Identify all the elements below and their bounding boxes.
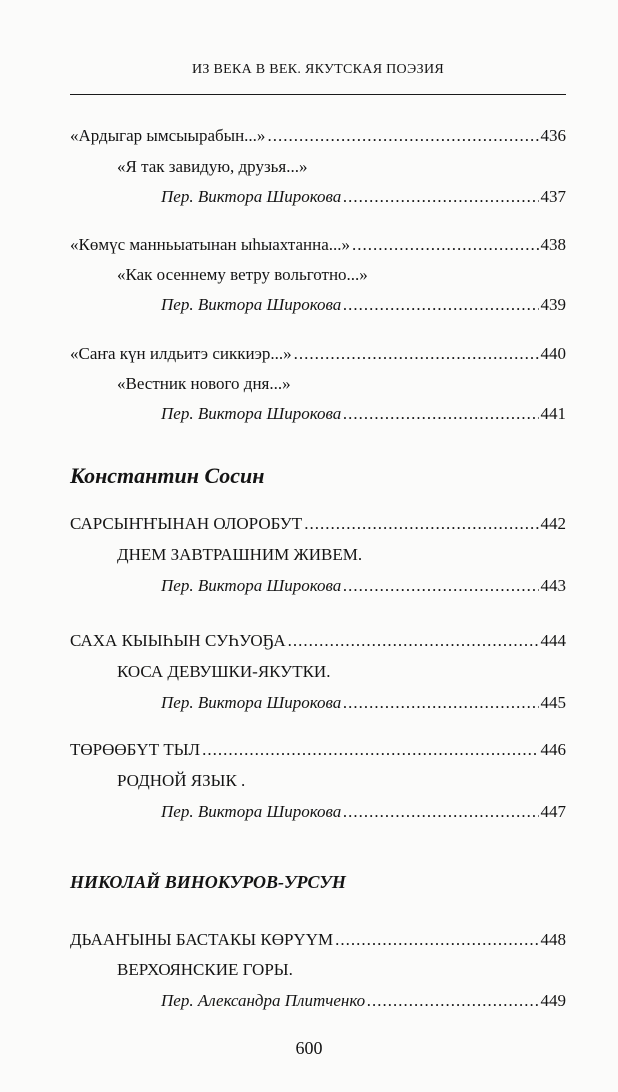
entry-title: «Ардыгар ымсыырабын...» [70, 126, 266, 145]
translator-entry [161, 575, 566, 597]
page-number: 600 [295, 1038, 323, 1058]
leader-dots [343, 186, 538, 208]
author-heading: НИКОЛАЙ ВИНОКУРОВ-УРСУН [70, 872, 346, 892]
entry-title: САРСЫҤҤЫНАН ОЛОРОБУТ [70, 514, 303, 533]
toc-entry [70, 929, 566, 951]
translator-entry [161, 692, 566, 714]
entry-page: 444 [540, 631, 566, 650]
entry-title: САХА КЫЫҺЫН СУҺУОҔА [70, 631, 286, 650]
translator-page: 447 [540, 802, 566, 821]
entry-translation: «Я так завидую, друзья...» [117, 157, 308, 176]
entry-title: ДЬААҤЫНЫ БАСТАКЫ КӨРҮҮМ [70, 930, 334, 949]
entry-title: «Көмүс манньыатынан ыһыахтанна...» [70, 235, 351, 254]
translator-page: 445 [540, 693, 566, 712]
translator-entry [161, 186, 566, 208]
translator-name: Пер. Виктора Широкова [161, 404, 342, 423]
translator-name: Пер. Александра Плитченко [161, 991, 366, 1010]
translator-name: Пер. Виктора Широкова [161, 802, 342, 821]
translator-entry [161, 403, 566, 425]
translator-page: 439 [540, 295, 566, 314]
entry-page: 446 [540, 740, 566, 759]
entry-translation: ВЕРХОЯНСКИЕ ГОРЫ. [117, 960, 293, 979]
translator-page: 449 [540, 991, 566, 1010]
entry-page: 448 [540, 930, 566, 949]
leader-dots [343, 575, 538, 597]
toc-entry [70, 125, 566, 147]
entry-translation: КОСА ДЕВУШКИ-ЯКУТКИ. [117, 662, 331, 681]
entry-translation: РОДНОЙ ЯЗЫК . [117, 771, 246, 790]
toc-entry [70, 739, 566, 761]
leader-dots [267, 125, 538, 147]
translator-name: Пер. Виктора Широкова [161, 187, 342, 206]
leader-dots [343, 692, 538, 714]
entry-title: «Саҥа күн илдьитэ сиккиэр...» [70, 344, 292, 363]
author-heading: Константин Сосин [70, 463, 265, 488]
running-header: ИЗ ВЕКА В ВЕК. ЯКУТСКАЯ ПОЭЗИЯ [191, 62, 445, 77]
translator-page: 441 [540, 404, 566, 423]
toc-entry [70, 630, 566, 652]
translator-name: Пер. Виктора Широкова [161, 693, 342, 712]
entry-translation: «Вестник нового дня...» [117, 374, 291, 393]
leader-dots [343, 801, 538, 823]
entry-page: 438 [540, 235, 566, 254]
leader-dots [343, 294, 538, 316]
toc-entry [70, 343, 566, 365]
entry-page: 440 [540, 344, 566, 363]
translator-name: Пер. Виктора Широкова [161, 295, 342, 314]
entry-translation: «Как осеннему ветру вольготно...» [117, 265, 368, 284]
leader-dots [304, 513, 538, 535]
leader-dots [202, 739, 538, 761]
leader-dots [294, 343, 539, 365]
entry-translation: ДНЕМ ЗАВТРАШНИМ ЖИВЕМ. [117, 545, 363, 564]
translator-entry [161, 990, 566, 1012]
leader-dots [288, 630, 539, 652]
toc-entry [70, 513, 566, 535]
header-rule [70, 94, 566, 95]
translator-page: 443 [540, 576, 566, 595]
entry-title: ТӨРӨӨБҮТ ТЫЛ [70, 740, 201, 759]
entry-page: 442 [540, 514, 566, 533]
entry-page: 436 [540, 126, 566, 145]
toc-entry [70, 234, 566, 256]
translator-name: Пер. Виктора Широкова [161, 576, 342, 595]
leader-dots [352, 234, 538, 256]
translator-entry [161, 294, 566, 316]
translator-entry [161, 801, 566, 823]
leader-dots [367, 990, 538, 1012]
leader-dots [335, 929, 538, 951]
translator-page: 437 [540, 187, 566, 206]
leader-dots [343, 403, 538, 425]
